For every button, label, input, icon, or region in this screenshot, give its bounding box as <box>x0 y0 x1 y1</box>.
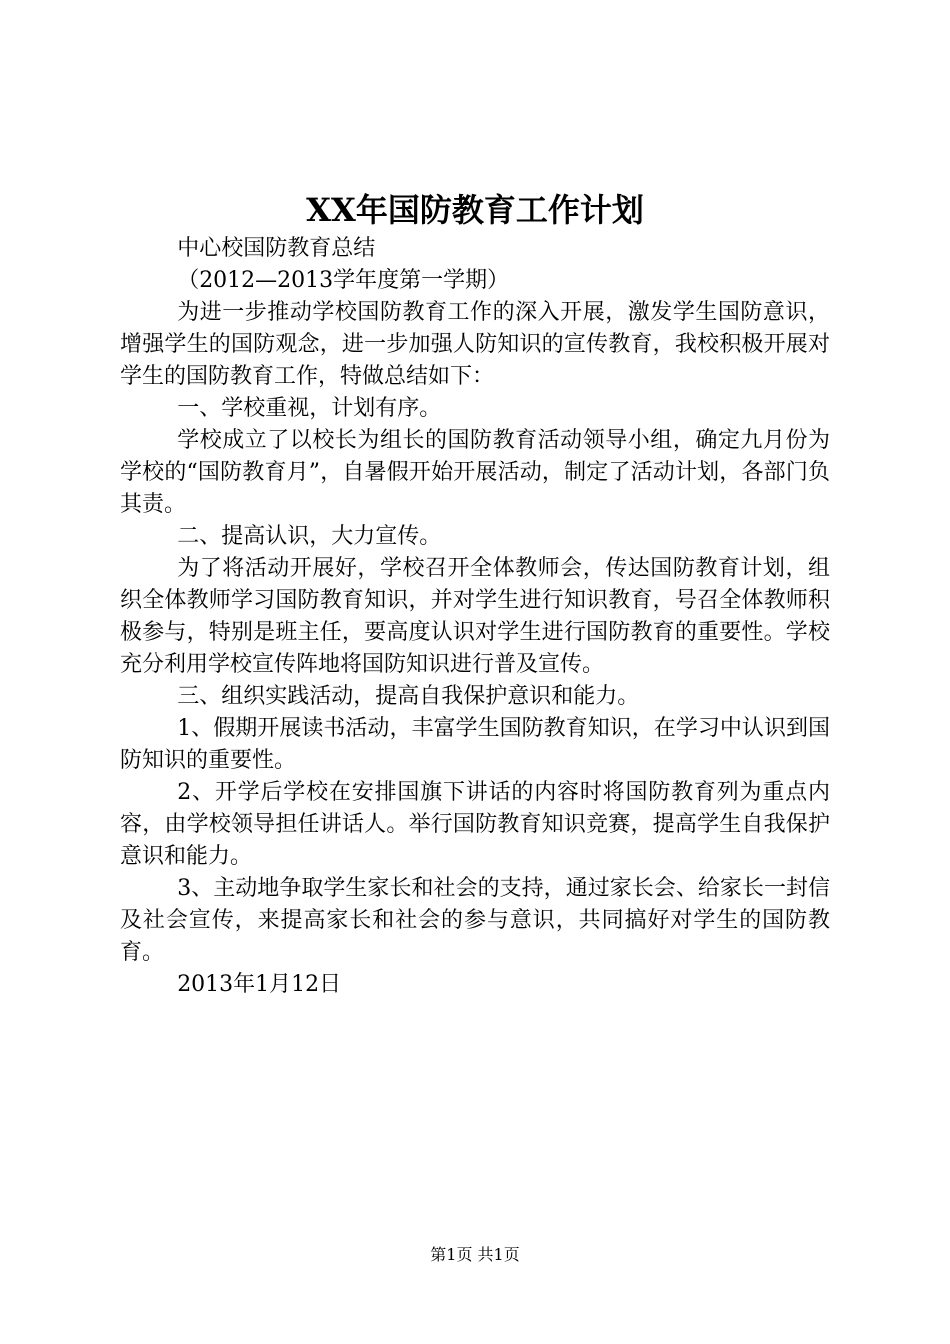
page-footer: 第1页 共1页 <box>430 1245 520 1264</box>
section-heading-1: 一、学校重视，计划有序。 <box>177 396 442 421</box>
paragraph-section-2: 为了将活动开展好，学校召开全体教师会，传达国防教育计划，组织全体教师学习国防教育知识，并对学生进行知识教育，号召全体教师积极参与，特别是班主任，要高度认识对学生进行国防教育的重要性。学校充分利用学校宣传阵地将国防知识进行普及宣传。 <box>120 556 830 677</box>
document-body <box>120 233 830 1001</box>
paragraph-subtitle: 中心校国防教育总结 <box>177 236 376 261</box>
document-title: XX年国防教育工作计划 <box>306 191 644 229</box>
section-heading-2: 二、提高认识，大力宣传。 <box>177 524 442 549</box>
list-item-2: 2、开学后学校在安排国旗下讲话的内容时将国防教育列为重点内容，由学校领导担任讲话人。举行国防教育知识竞赛，提高学生自我保护意识和能力。 <box>120 780 830 869</box>
paragraph-term: （2012—2013学年度第一学期） <box>177 268 510 293</box>
document-date: 2013年1月12日 <box>177 972 342 997</box>
section-heading-3: 三、组织实践活动，提高自我保护意识和能力。 <box>177 684 640 709</box>
list-item-3: 3、主动地争取学生家长和社会的支持，通过家长会、给家长一封信及社会宣传，来提高家长和社会的参与意识，共同搞好对学生的国防教育。 <box>120 876 830 965</box>
paragraph-section-1: 学校成立了以校长为组长的国防教育活动领导小组，确定九月份为学校的“国防教育月”，自暑假开始开展活动，制定了活动计划，各部门负其责。 <box>120 428 830 517</box>
list-item-1: 1、假期开展读书活动，丰富学生国防教育知识，在学习中认识到国防知识的重要性。 <box>120 716 830 773</box>
paragraph-intro: 为进一步推动学校国防教育工作的深入开展，激发学生国防意识，增强学生的国防观念，进一步加强人防知识的宣传教育，我校积极开展对学生的国防教育工作，特做总结如下： <box>120 300 830 389</box>
